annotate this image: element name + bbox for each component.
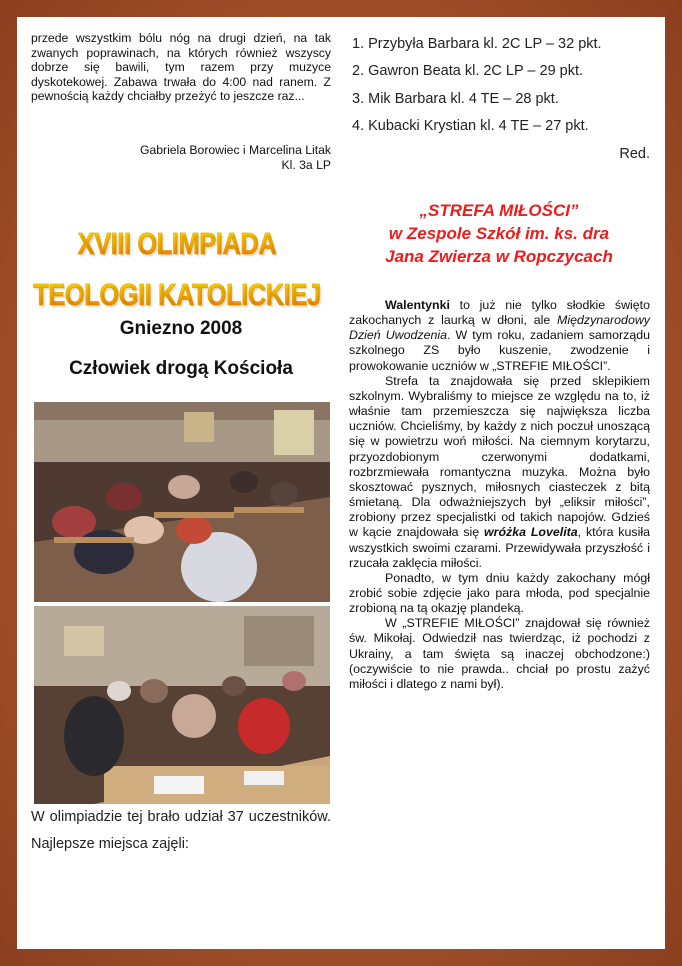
p2-bold: wróżka Lovelita: [484, 525, 578, 540]
classroom-photo-2: [34, 606, 330, 804]
newsletter-page: [17, 17, 665, 949]
classroom-photo-1: [34, 402, 330, 602]
result-item-4: 4. Kubacki Krystian kl. 4 TE – 27 pkt.: [352, 118, 589, 134]
article-body: [349, 298, 650, 692]
p2-b: , która kusiła wszystkich swoimi czarami. Przewidywała przyszłość i rzucała zaklęcia miłości.: [349, 525, 650, 570]
result-item-1: 1. Przybyła Barbara kl. 2C LP – 32 pkt.: [352, 36, 602, 52]
photo-caption: W olimpiadzie tej brało udział 37 uczestników. Najlepsze miejsca zajęli:: [31, 809, 331, 852]
olympiad-title-line1: XVIII OLIMPIADA: [38, 226, 317, 262]
p1-bold: Walentynki: [385, 298, 450, 312]
intro-paragraph: przede wszystkim bólu nóg na drugi dzień, na tak zwanych poprawinach, na których również wszyscy dobrze się bawili, tym razem przy muzyce dyskotekowej. Zabawa trwała do 4:00 nad ranem. Z pewnością każdy chciałby przeżyć to jeszcze raz...: [31, 31, 331, 104]
p1-a: to już nie tylko słodkie święto zakochanych z laurką w dłoni, ale: [349, 298, 650, 328]
article-authors: Gabriela Borowiec i Marcelina Litak: [139, 143, 331, 157]
article-title-line3: Jana Zwierza w Ropczycach: [385, 247, 613, 266]
p1-b: . W tym roku, zadaniem samorządu szkolnego ZS było kuszenie, zwodzenie i prowokowanie uczniów w „STREFIE MIŁOŚCI”.: [349, 328, 651, 373]
article-paragraph-3: Ponadto, w tym dniu każdy zakochany mógł zrobić sobie zdjęcie jako para młoda, pod specjalnie zrobioną na tą okazję plandeką.: [349, 570, 650, 616]
article-title-line2: w Zespole Szkół im. ks. dra: [388, 224, 610, 243]
article-title-line1: „STREFA MIŁOŚCI”: [419, 201, 579, 220]
p1-italic: Międzynarodowy Dzień Uwodzenia: [349, 313, 650, 343]
place-year: Gniezno 2008: [119, 318, 243, 339]
olympiad-motto: Człowiek drogą Kościoła: [69, 358, 293, 379]
article-paragraph-1: [349, 298, 650, 374]
result-item-3: 3. Mik Barbara kl. 4 TE – 28 pkt.: [352, 91, 559, 107]
article-paragraph-4: W „STREFIE MIŁOŚCI” znajdował się również św. Mikołaj. Odwiedził nas twierdząc, iż pochodzi z Ukrainy, a tam święta są inaczej obchodzone:) (oczywiście to nie prawda.. chciał po prostu zażyć miłości i dlatego z nami był).: [349, 616, 650, 691]
result-item-2: 2. Gawron Beata kl. 2C LP – 29 pkt.: [352, 63, 584, 79]
article-paragraph-2: [349, 374, 650, 571]
olympiad-title-line2: TEOLOGII KATOLICKIEJ: [29, 277, 324, 313]
results-signature: Red.: [619, 146, 650, 162]
p2-a: Strefa ta znajdowała się przed sklepikiem szkolnym. Wybraliśmy to miejsce ze względu na to, iż właśnie tam przemieszcza się największa liczba uczniów. Chcieliśmy, by każdy z nich poczuł unoszącą się w powietrzu woń miłości. Na ciemnym korytarzu, przyozdobionym czerwonymi dodatkami, rozbrzmiewała romantyczna muzyka. Można było skosztować pysznych, miłosnych ciasteczek z bitą śmietaną. Dla odważniejszych był „eliksir miłości”, zrobiony przez specjalistki od takich napojów. Gdzieś w kącie znajdowała się: [349, 373, 650, 540]
author-class: Kl. 3a LP: [281, 158, 331, 172]
classroom-photo-1-image: [34, 402, 330, 602]
classroom-photo-2-image: [34, 606, 330, 804]
